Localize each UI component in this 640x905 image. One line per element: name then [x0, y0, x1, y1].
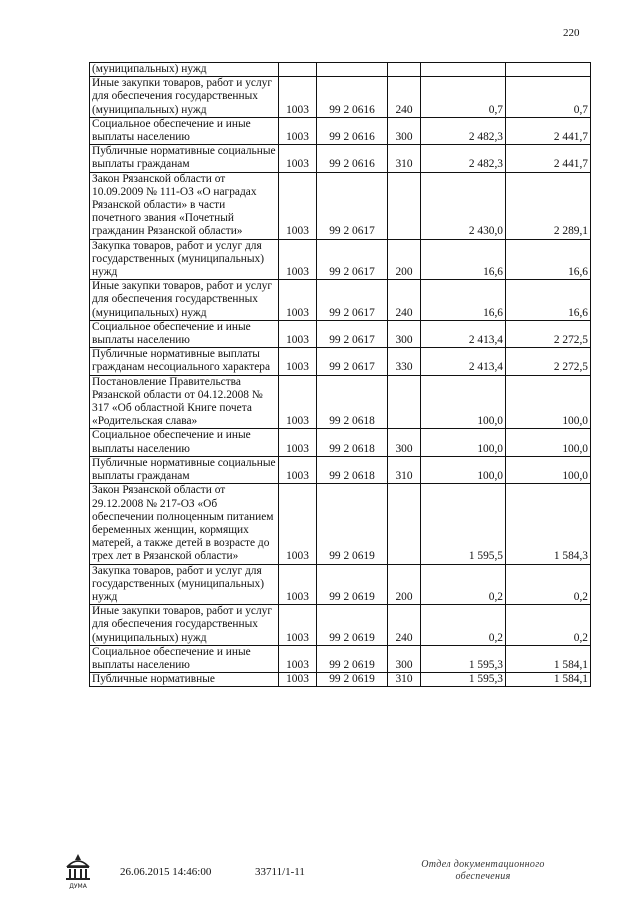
planned-amount-cell: 100,0	[421, 429, 506, 456]
footer-doc-number: 33711/1-11	[255, 866, 305, 878]
executed-amount-cell: 0,7	[506, 77, 591, 118]
expense-type-cell: 300	[388, 117, 421, 144]
planned-amount-cell: 16,6	[421, 239, 506, 280]
section-code-cell: 1003	[279, 145, 317, 172]
row-name-cell: (муниципальных) нужд	[90, 63, 279, 77]
target-article-cell: 99 2 0617	[317, 239, 388, 280]
executed-amount-cell: 2 272,5	[506, 320, 591, 347]
executed-amount-cell: 100,0	[506, 429, 591, 456]
target-article-cell: 99 2 0616	[317, 145, 388, 172]
table-row	[90, 77, 591, 118]
section-code-cell: 1003	[279, 429, 317, 456]
executed-amount-cell: 16,6	[506, 280, 591, 321]
section-code-cell: 1003	[279, 375, 317, 429]
expense-type-cell: 240	[388, 77, 421, 118]
executed-amount-cell: 1 584,3	[506, 484, 591, 564]
expense-type-cell	[388, 172, 421, 239]
row-name-cell: Постановление Правительства Рязанской области от 04.12.2008 № 317 «Об областной Книге почета «Родительская слава»	[90, 375, 279, 429]
row-name-cell: Иные закупки товаров, работ и услуг для обеспечения государственных (муниципальных) нужд	[90, 280, 279, 321]
planned-amount-cell: 2 413,4	[421, 320, 506, 347]
row-name-cell: Социальное обеспечение и иные выплаты населению	[90, 117, 279, 144]
executed-amount-cell: 100,0	[506, 375, 591, 429]
target-article-cell: 99 2 0619	[317, 605, 388, 646]
expense-type-cell	[388, 484, 421, 564]
table-row	[90, 456, 591, 483]
planned-amount-cell: 0,2	[421, 605, 506, 646]
row-name-cell: Закупка товаров, работ и услуг для государственных (муниципальных) нужд	[90, 564, 279, 605]
table-row	[90, 605, 591, 646]
target-article-cell: 99 2 0617	[317, 348, 388, 375]
section-code-cell: 1003	[279, 484, 317, 564]
planned-amount-cell: 2 482,3	[421, 117, 506, 144]
planned-amount-cell: 0,2	[421, 564, 506, 605]
section-code-cell: 1003	[279, 348, 317, 375]
table-row	[90, 484, 591, 564]
section-code-cell: 1003	[279, 280, 317, 321]
planned-amount-cell: 100,0	[421, 375, 506, 429]
planned-amount-cell	[421, 63, 506, 77]
row-name-cell: Публичные нормативные	[90, 673, 279, 687]
executed-amount-cell: 2 272,5	[506, 348, 591, 375]
expense-type-cell: 240	[388, 605, 421, 646]
row-name-cell: Иные закупки товаров, работ и услуг для обеспечения государственных (муниципальных) нужд	[90, 605, 279, 646]
expense-type-cell: 310	[388, 145, 421, 172]
executed-amount-cell: 0,2	[506, 605, 591, 646]
logo-text: ДУМА	[69, 883, 87, 890]
section-code-cell: 1003	[279, 117, 317, 144]
budget-table	[89, 62, 591, 687]
section-code-cell: 1003	[279, 172, 317, 239]
row-name-cell: Публичные нормативные выплаты гражданам несоциального характера	[90, 348, 279, 375]
section-code-cell: 1003	[279, 239, 317, 280]
target-article-cell: 99 2 0616	[317, 77, 388, 118]
row-name-cell: Иные закупки товаров, работ и услуг для обеспечения государственных (муниципальных) нужд	[90, 77, 279, 118]
expense-type-cell: 200	[388, 564, 421, 605]
target-article-cell: 99 2 0619	[317, 645, 388, 672]
row-name-cell: Закон Рязанской области от 29.12.2008 № 217-ОЗ «Об обеспечении полноценным питанием беременных женщин, кормящих матерей, а также детей в возрасте до трех лет в Рязанской области»	[90, 484, 279, 564]
table-row	[90, 429, 591, 456]
department-stamp: Отдел документационного обеспечения	[421, 859, 545, 882]
section-code-cell: 1003	[279, 456, 317, 483]
executed-amount-cell: 1 584,1	[506, 645, 591, 672]
executed-amount-cell: 1 584,1	[506, 673, 591, 687]
row-name-cell: Публичные нормативные социальные выплаты гражданам	[90, 145, 279, 172]
expense-type-cell: 200	[388, 239, 421, 280]
duma-logo	[60, 851, 96, 891]
budget-table-body	[90, 63, 591, 687]
row-name-cell: Публичные нормативные социальные выплаты гражданам	[90, 456, 279, 483]
table-row	[90, 375, 591, 429]
planned-amount-cell: 1 595,3	[421, 673, 506, 687]
row-name-cell: Социальное обеспечение и иные выплаты населению	[90, 645, 279, 672]
planned-amount-cell: 0,7	[421, 77, 506, 118]
page-number: 220	[563, 27, 580, 39]
table-row	[90, 645, 591, 672]
table-row	[90, 63, 591, 77]
table-row	[90, 348, 591, 375]
target-article-cell: 99 2 0618	[317, 456, 388, 483]
executed-amount-cell: 2 441,7	[506, 117, 591, 144]
expense-type-cell: 300	[388, 320, 421, 347]
target-article-cell: 99 2 0617	[317, 172, 388, 239]
target-article-cell: 99 2 0617	[317, 280, 388, 321]
expense-type-cell: 240	[388, 280, 421, 321]
table-row	[90, 172, 591, 239]
section-code-cell: 1003	[279, 564, 317, 605]
planned-amount-cell: 2 430,0	[421, 172, 506, 239]
section-code-cell	[279, 63, 317, 77]
expense-type-cell	[388, 63, 421, 77]
section-code-cell: 1003	[279, 320, 317, 347]
table-row	[90, 145, 591, 172]
expense-type-cell: 300	[388, 645, 421, 672]
planned-amount-cell: 1 595,3	[421, 645, 506, 672]
section-code-cell: 1003	[279, 645, 317, 672]
row-name-cell: Закон Рязанской области от 10.09.2009 № 111-ОЗ «О наградах Рязанской области» в части почетного звания «Почетный гражданин Рязанской области»	[90, 172, 279, 239]
executed-amount-cell: 2 441,7	[506, 145, 591, 172]
planned-amount-cell: 2 482,3	[421, 145, 506, 172]
executed-amount-cell	[506, 63, 591, 77]
expense-type-cell	[388, 375, 421, 429]
table-row	[90, 117, 591, 144]
table-row	[90, 320, 591, 347]
duma-emblem-icon	[60, 851, 96, 891]
section-code-cell: 1003	[279, 77, 317, 118]
row-name-cell: Социальное обеспечение и иные выплаты населению	[90, 320, 279, 347]
target-article-cell: 99 2 0617	[317, 320, 388, 347]
expense-type-cell: 310	[388, 673, 421, 687]
section-code-cell: 1003	[279, 605, 317, 646]
table-row	[90, 239, 591, 280]
planned-amount-cell: 1 595,5	[421, 484, 506, 564]
target-article-cell: 99 2 0619	[317, 673, 388, 687]
expense-type-cell: 330	[388, 348, 421, 375]
target-article-cell: 99 2 0618	[317, 429, 388, 456]
executed-amount-cell: 0,2	[506, 564, 591, 605]
target-article-cell	[317, 63, 388, 77]
executed-amount-cell: 16,6	[506, 239, 591, 280]
executed-amount-cell: 2 289,1	[506, 172, 591, 239]
section-code-cell: 1003	[279, 673, 317, 687]
row-name-cell: Закупка товаров, работ и услуг для государственных (муниципальных) нужд	[90, 239, 279, 280]
footer-date: 26.06.2015 14:46:00	[120, 866, 212, 878]
planned-amount-cell: 100,0	[421, 456, 506, 483]
planned-amount-cell: 16,6	[421, 280, 506, 321]
target-article-cell: 99 2 0619	[317, 564, 388, 605]
target-article-cell: 99 2 0619	[317, 484, 388, 564]
table-row	[90, 564, 591, 605]
target-article-cell: 99 2 0618	[317, 375, 388, 429]
planned-amount-cell: 2 413,4	[421, 348, 506, 375]
target-article-cell: 99 2 0616	[317, 117, 388, 144]
expense-type-cell: 310	[388, 456, 421, 483]
row-name-cell: Социальное обеспечение и иные выплаты населению	[90, 429, 279, 456]
expense-type-cell: 300	[388, 429, 421, 456]
table-row	[90, 673, 591, 687]
executed-amount-cell: 100,0	[506, 456, 591, 483]
table-row	[90, 280, 591, 321]
